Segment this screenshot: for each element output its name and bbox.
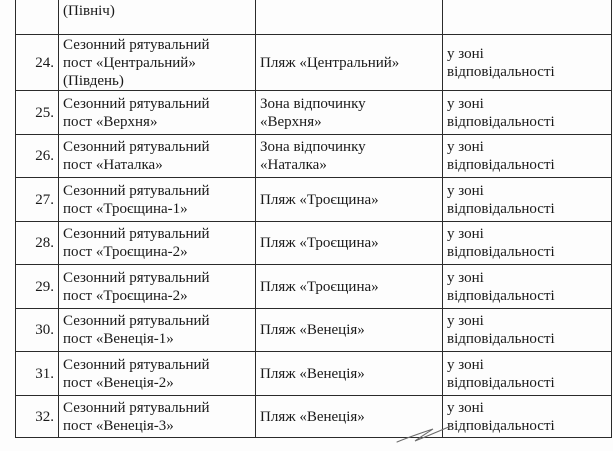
responsibility-cell	[443, 35, 612, 91]
post-name-cell	[59, 35, 256, 91]
post-name-cell	[59, 0, 256, 35]
responsibility-line: у зоні	[447, 356, 484, 373]
table-row	[16, 91, 612, 135]
responsibility-line: у зоні	[447, 139, 484, 155]
post-name-line: пост «Наталка»	[63, 157, 163, 173]
location-cell: Пляж «Венеція»	[256, 309, 443, 352]
post-name-cell	[59, 178, 256, 222]
post-name-cell	[59, 222, 256, 265]
responsibility-line: у зоні	[447, 226, 484, 242]
responsibility-line: відповідальності	[447, 113, 555, 130]
location-cell: Пляж «Центральний»	[256, 35, 443, 91]
table-row	[16, 35, 612, 91]
post-name-line: Сезонний рятувальний	[63, 226, 210, 242]
post-name-cell	[59, 396, 256, 438]
table-row	[16, 309, 612, 352]
location-cell: Пляж «Троєщина»	[256, 265, 443, 309]
post-name-line: пост «Троєщина-2»	[63, 287, 188, 304]
responsibility-cell	[443, 0, 612, 35]
row-number-cell: 27.	[16, 178, 59, 222]
location-cell: Пляж «Венеція»	[256, 396, 443, 438]
responsibility-cell	[443, 352, 612, 396]
responsibility-line: у зоні	[447, 95, 484, 112]
row-number-cell: 24.	[16, 35, 59, 91]
responsibility-line: відповідальності	[447, 417, 555, 434]
post-name-cell	[59, 91, 256, 135]
location-cell	[256, 0, 443, 35]
responsibility-cell	[443, 91, 612, 135]
location-line: «Верхня»	[260, 113, 322, 130]
post-name-cell	[59, 265, 256, 309]
row-number-cell	[16, 0, 59, 35]
post-name-line: (Північ)	[63, 3, 115, 19]
responsibility-line: відповідальності	[447, 287, 555, 304]
location-cell	[256, 135, 443, 178]
post-name-line: пост «Троєщина-1»	[63, 200, 188, 217]
post-name-line: Сезонний рятувальний	[63, 313, 210, 329]
table-row	[16, 178, 612, 222]
location-line: «Наталка»	[260, 157, 327, 173]
responsibility-line: у зоні	[447, 45, 484, 62]
responsibility-cell	[443, 265, 612, 309]
location-line: Зона відпочинку	[260, 95, 366, 112]
row-number-cell: 30.	[16, 309, 59, 352]
post-name-line: (Південь)	[63, 72, 124, 89]
responsibility-cell	[443, 309, 612, 352]
table-row	[16, 0, 612, 35]
responsibility-line: відповідальності	[447, 331, 555, 347]
post-name-line: пост «Венеція-1»	[63, 331, 174, 347]
responsibility-line: у зоні	[447, 269, 484, 286]
table-row	[16, 222, 612, 265]
responsibility-line: у зоні	[447, 399, 484, 416]
post-name-line: пост «Венеція-2»	[63, 374, 174, 391]
post-name-cell	[59, 309, 256, 352]
responsibility-cell	[443, 222, 612, 265]
location-line: Зона відпочинку	[260, 139, 366, 155]
table-row	[16, 396, 612, 438]
responsibility-line: відповідальності	[447, 244, 555, 260]
post-name-cell	[59, 352, 256, 396]
post-name-cell	[59, 135, 256, 178]
post-name-line: пост «Центральний»	[63, 54, 196, 71]
post-name-line: пост «Венеція-3»	[63, 417, 174, 434]
responsibility-cell	[443, 178, 612, 222]
row-number-cell: 25.	[16, 91, 59, 135]
responsibility-line: у зоні	[447, 313, 484, 329]
location-cell: Пляж «Венеція»	[256, 352, 443, 396]
responsibility-line: відповідальності	[447, 374, 555, 391]
responsibility-line: відповідальності	[447, 63, 555, 80]
post-name-line: Сезонний рятувальний	[63, 139, 210, 155]
table-row	[16, 135, 612, 178]
table-row	[16, 352, 612, 396]
row-number-cell: 28.	[16, 222, 59, 265]
post-name-line: Сезонний рятувальний	[63, 182, 210, 199]
row-number-cell: 26.	[16, 135, 59, 178]
responsibility-line: у зоні	[447, 182, 484, 199]
row-number-cell: 31.	[16, 352, 59, 396]
location-cell	[256, 91, 443, 135]
location-cell: Пляж «Троєщина»	[256, 222, 443, 265]
post-name-line: пост «Верхня»	[63, 113, 158, 130]
post-name-line: Сезонний рятувальний	[63, 95, 210, 112]
rescue-posts-table	[15, 0, 612, 438]
post-name-line: Сезонний рятувальний	[63, 356, 210, 373]
responsibility-cell	[443, 135, 612, 178]
post-name-line: Сезонний рятувальний	[63, 399, 210, 416]
table-row	[16, 265, 612, 309]
signature-mark	[395, 423, 455, 445]
post-name-line: Сезонний рятувальний	[63, 269, 210, 286]
responsibility-line: відповідальності	[447, 157, 555, 173]
row-number-cell: 32.	[16, 396, 59, 438]
responsibility-line: відповідальності	[447, 200, 555, 217]
post-name-line: Сезонний рятувальний	[63, 36, 210, 53]
row-number-cell: 29.	[16, 265, 59, 309]
post-name-line: пост «Троєщина-2»	[63, 244, 188, 260]
responsibility-cell	[443, 396, 612, 438]
location-cell: Пляж «Троєщина»	[256, 178, 443, 222]
